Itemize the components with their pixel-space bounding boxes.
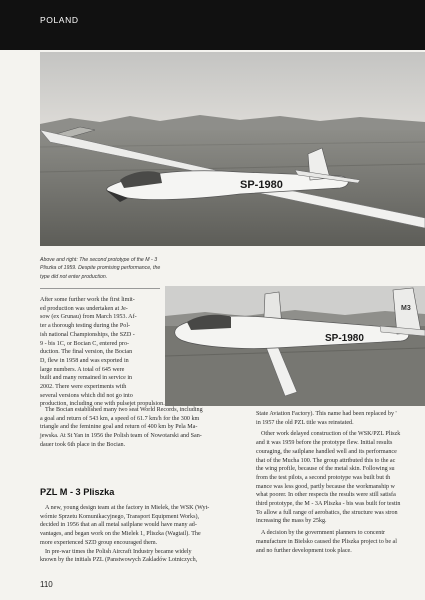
text-line: in 1957 the old PZL title was reinstated. <box>256 419 354 426</box>
text-line: a goal and return of 543 km, a speed of 61.7 km/h for the 300 km <box>40 415 200 422</box>
text-line: Other work delayed construction of the WSK/PZL Pliszk <box>261 431 401 438</box>
text-line: that of the Mucha 100. The group attributed this to the ac <box>256 457 396 464</box>
text-line: known by the initials PZL (Panstwowych Zakladów Lotniczych, <box>40 557 198 564</box>
tail-marking: M3 <box>401 305 411 312</box>
text-line: vantages, and began work on the Mielek 1, Pliszka (Wagtail). The <box>40 531 201 538</box>
text-line: what poorer. In other respects the results were still satisfa <box>256 492 396 499</box>
text-line: and it was 1959 before the prototype flew. Initial results <box>256 440 393 447</box>
glider-photo-top <box>40 52 425 246</box>
text-line: ish national Championships, the SZD - <box>40 331 135 338</box>
text-line: D, flew in 1958 and was exported in <box>40 357 129 364</box>
text-line: and no further development took place. <box>256 547 352 554</box>
text-line: 2002. There were experiments with <box>40 384 127 391</box>
text-line: State Aviation Factory). This name had been replaced by ' <box>256 411 397 417</box>
text-line: 9 - bis 1C, or Bocian C, entered pro- <box>40 340 130 347</box>
text-line: several versions which did not go into <box>40 392 133 399</box>
text-line: built and many remained in service in <box>40 375 133 382</box>
text-line: large numbers. A total of 645 were <box>40 366 125 373</box>
text-line: manufacture in Bielsko caused the Pliszka project to be al <box>256 538 397 545</box>
text-line: ed production was undertaken at Je- <box>40 305 128 312</box>
photo-caption: Above and right: The second prototype of the M - 3 Pliszka of 1959. Despite promising performance, the type did not enter production. <box>40 257 161 280</box>
text-line: To allow a full range of aerobatics, the structure was stron <box>256 509 398 516</box>
registration-marking-right: SP-1980 <box>325 333 364 344</box>
page-header <box>0 0 425 50</box>
text-line: dauer took 6th place in the Bocian. <box>40 441 126 448</box>
text-line: decided in 1956 that an all metal sailplane would have many ad- <box>40 522 197 529</box>
page-number: 110 <box>40 580 53 589</box>
text-line: production, including one with pulsejet propulsion. <box>40 401 165 408</box>
text-line: A decision by the government planners to concentr <box>261 530 386 537</box>
text-line: jewska. At St Yan in 1956 the Polish team of Nowotarski and San- <box>40 433 202 440</box>
text-line: the wing profile, because of the metal skin. Following su <box>256 466 395 473</box>
glider-photo-right <box>165 286 425 406</box>
text-line: triangle and the feminine goal and return of 400 km by Pela Ma- <box>40 424 198 431</box>
text-line: wórnie Sprzetu Komunikacyjnego, Transport Equipment Works), <box>40 513 199 520</box>
text-line: mance was less good, partly because the workmanship w <box>256 483 395 490</box>
registration-marking-top: SP-1980 <box>240 179 283 191</box>
pliszka-intro-paragraph <box>40 504 247 565</box>
text-line: third prototype, the M - 3A Pliszka - bis was built for testin <box>256 501 401 508</box>
text-line: from the test pilots, a second prototype was built but th <box>256 474 391 481</box>
text-line: more experienced SZD group encouraged them. <box>40 539 158 546</box>
text-line: A new, young design team at the factory in Mielek, the WSK (Wyt- <box>45 505 210 511</box>
caption-divider <box>40 288 160 289</box>
text-line: duction. The final version, the Bocian <box>40 349 133 356</box>
text-line: ter a thorough testing during the Pol- <box>40 323 131 330</box>
right-column-text <box>256 410 425 555</box>
section-label: POLAND <box>40 15 79 25</box>
text-line: sow (ex Grunau) from March 1953. Af- <box>40 314 137 321</box>
section-heading: PZL M - 3 Pliszka <box>40 487 115 497</box>
text-line: couraging, the sailplane handled well and its performance <box>256 448 397 455</box>
text-line: increasing the mass by 25kg. <box>256 518 327 525</box>
text-line: In pre-war times the Polish Aircraft Industry became widely <box>45 548 192 555</box>
left-column-text <box>40 296 165 409</box>
text-line: After some further work the first limit- <box>40 297 135 303</box>
text-line: The Bocian established many two seat World Records, including <box>45 407 203 413</box>
bocian-records-paragraph <box>40 406 247 450</box>
